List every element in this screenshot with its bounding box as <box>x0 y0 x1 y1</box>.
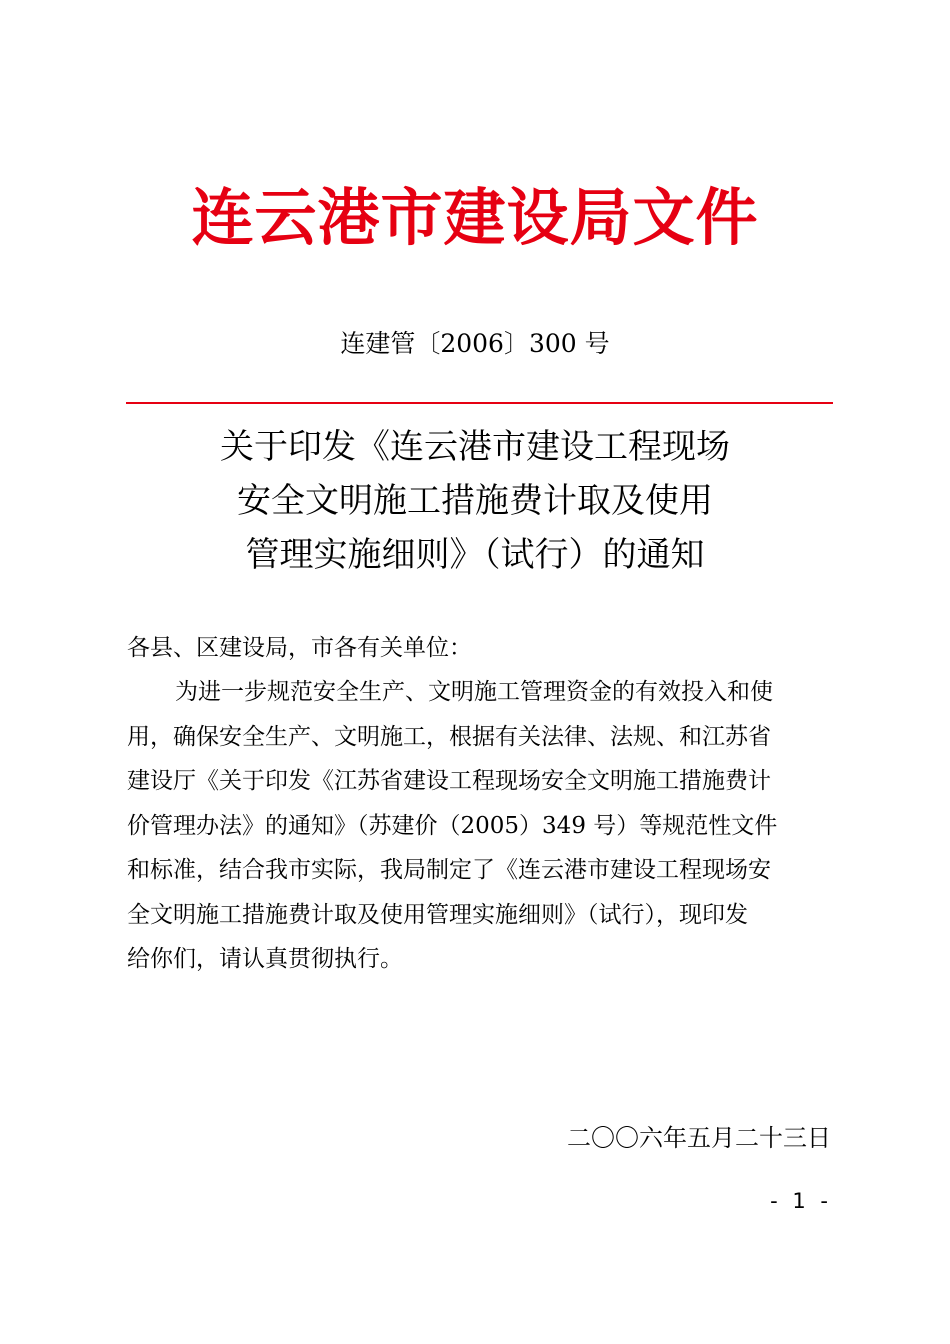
body-line-4-year: 2005 <box>460 812 520 839</box>
doc-number-suffix: 号 <box>576 329 610 358</box>
body-line-4-part-c: 号）等规范性文件 <box>585 812 778 839</box>
salutation: 各县、区建设局，市各有关单位： <box>127 635 472 661</box>
body-line-4-number: 349 <box>542 812 586 839</box>
issue-date: 二〇〇六年五月二十三日 <box>567 1124 831 1152</box>
body-line-7: 给你们，请认真贯彻执行。 <box>127 946 403 972</box>
body-line-4 <box>127 804 833 849</box>
page-number: - 1 - <box>770 1189 832 1213</box>
body-paragraph <box>127 670 833 982</box>
body-line-6: 全文明施工措施费计取及使用管理实施细则》（试行），现印发 <box>127 901 748 928</box>
title-line-3: 管理实施细则》（试行）的通知 <box>245 535 705 575</box>
body-line-2: 用，确保安全生产、文明施工，根据有关法律、法规、和江苏省 <box>127 723 771 750</box>
body-line-1: 为进一步规范安全生产、文明施工管理资金的有效投入和使 <box>175 679 773 705</box>
doc-number-seq: 300 <box>528 329 577 358</box>
title-line-1: 关于印发《连云港市建设工程现场 <box>220 427 730 467</box>
body-line-3: 建设厅《关于印发《江苏省建设工程现场安全文明施工措施费计 <box>127 768 771 794</box>
red-separator-rule <box>126 402 833 404</box>
body-line-4-part-b: ） <box>519 812 543 839</box>
document-title <box>0 420 950 582</box>
document-masthead: 连云港市建设局文件 <box>191 181 759 254</box>
body-line-5: 和标准，结合我市实际，我局制定了《连云港市建设工程现场安 <box>127 857 771 883</box>
doc-number-prefix: 连建管〔 <box>340 329 441 358</box>
document-number <box>0 326 950 362</box>
title-line-2: 安全文明施工措施费计取及使用 <box>237 481 713 521</box>
body-line-4-part-a: 价管理办法》的通知》（苏建价（ <box>127 812 461 839</box>
doc-number-mid: 〕 <box>503 329 529 358</box>
doc-number-year: 2006 <box>440 329 504 358</box>
